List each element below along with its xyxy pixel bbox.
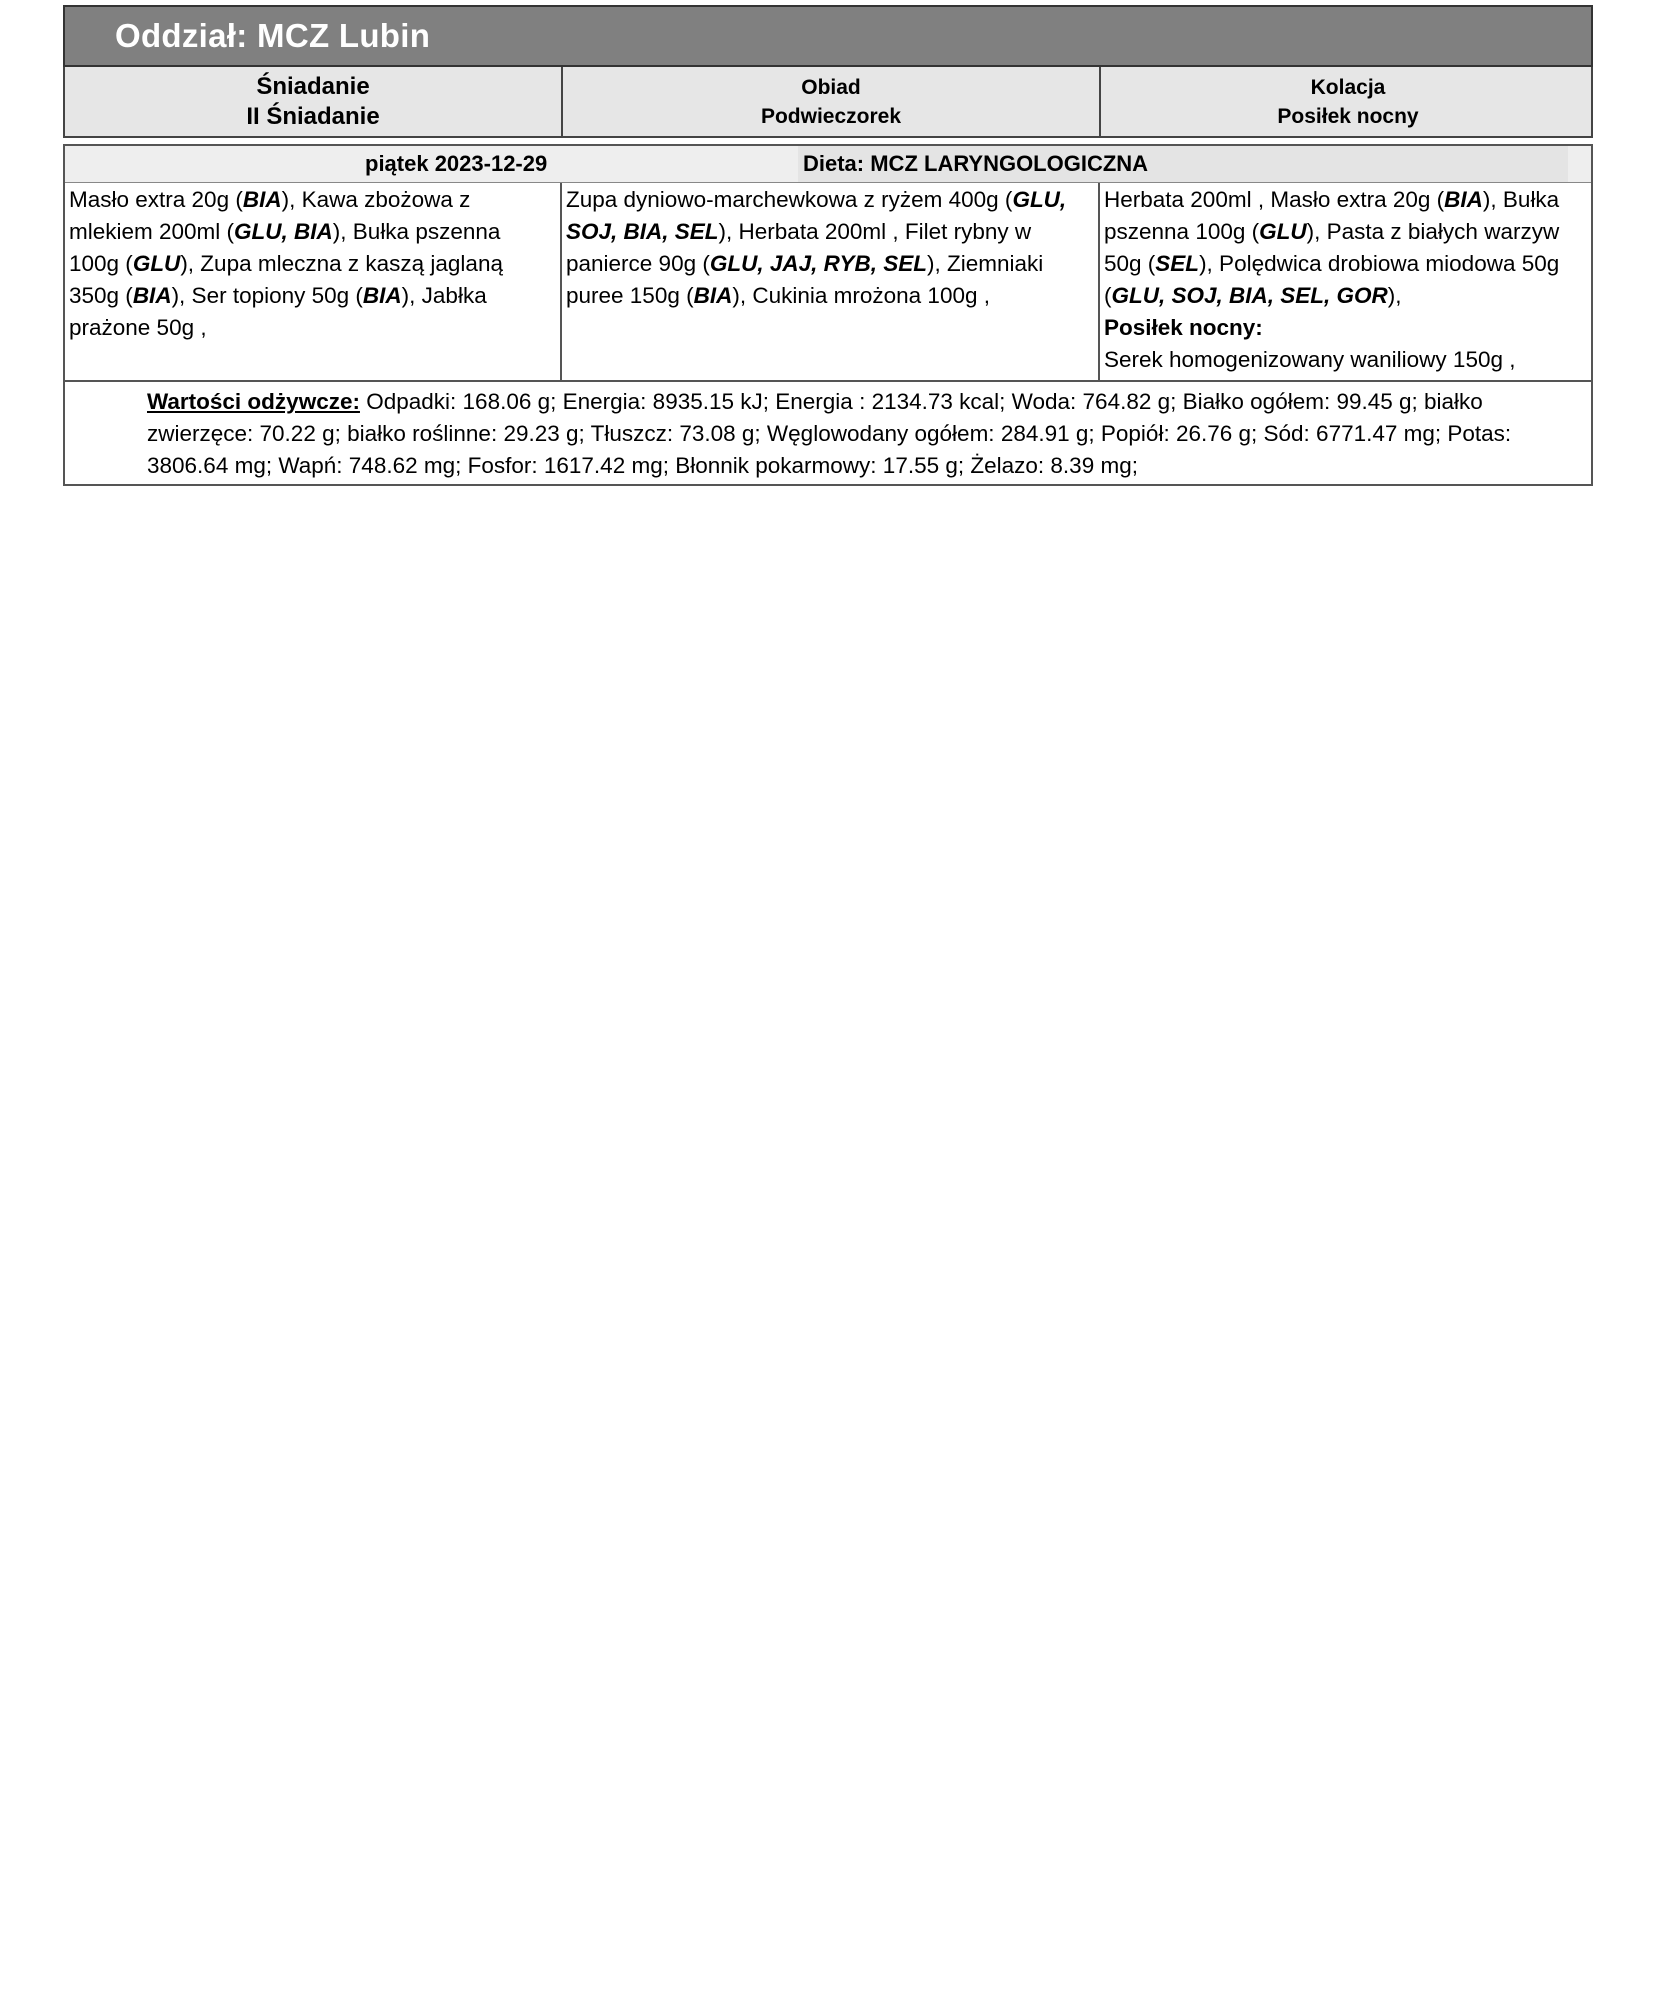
meal-column-lunch — [563, 67, 1101, 136]
allergen-codes: SEL — [1155, 251, 1200, 276]
meal-column-dinner — [1101, 67, 1595, 136]
meal-column-label: Śniadanie — [256, 72, 370, 100]
meal-column-label: Kolacja — [1310, 75, 1386, 99]
meal-column-breakfast — [65, 67, 563, 136]
lunch-cell — [562, 183, 1100, 380]
night-meal-label: Posiłek nocny: — [1104, 315, 1263, 340]
nutrition-label: Wartości odżywcze: — [147, 389, 360, 414]
nutrition-text: Odpadki: 168.06 g; Energia: 8935.15 kJ; Energia : 2134.73 kcal; Woda: 764.82 g; Białko ogółem: 99.45 g; białko zwierzęce: 70.22 g; białko roślinne: 29.23 g; Tłuszcz: 73.08 g; Węglowodany ogółem: 284.91 g; Popiół: 26.76 g; Sód: 6771.47 mg; Potas: 3806.64 mg; Wapń: 748.62 mg; Fosfor: 1617.42 mg; Błonnik pokarmowy: 17.55 g; Żelazo: 8.39 mg; — [147, 389, 1512, 478]
nutrition-values — [65, 382, 1591, 484]
allergen-codes: BIA — [1444, 187, 1483, 212]
menu-sheet — [63, 5, 1593, 486]
day-date: piątek 2023-12-29 — [365, 151, 548, 176]
diet-name: Dieta: MCZ LARYNGOLOGICZNA — [798, 146, 1568, 182]
food-text: ), Polędwica drobiowa miodowa 50g ( — [1104, 251, 1560, 308]
night-meal-item: Serek homogenizowany waniliowy 150g , — [1104, 347, 1516, 372]
food-text: ), Pasta z białych warzyw 50g ( — [1104, 219, 1560, 276]
food-text: ), Cukinia mrożona 100g , — [732, 283, 990, 308]
food-text: ), Zupa mleczna z kaszą jaglaną 350g ( — [69, 251, 503, 308]
allergen-codes: GLU, SOJ, BIA, SEL, GOR — [1111, 283, 1388, 308]
allergen-codes: BIA — [693, 283, 733, 308]
food-text: ), Jabłka prażone 50g , — [69, 283, 487, 340]
food-text: ), Ziemniaki puree 150g ( — [566, 251, 1044, 308]
food-text: ), Kawa zbożowa z mlekiem 200ml ( — [69, 187, 471, 244]
food-text: ), — [1387, 283, 1402, 308]
food-text: ), Herbata 200ml , Filet rybny w panierce 90g ( — [566, 219, 1032, 276]
food-text: ), Bułka pszenna 100g ( — [1104, 187, 1560, 244]
allergen-codes: GLU — [1259, 219, 1307, 244]
dinner-cell — [1100, 183, 1595, 380]
meal-columns-header — [63, 67, 1593, 138]
department-title: Oddział: MCZ Lubin — [115, 17, 431, 54]
allergen-codes: BIA — [132, 283, 172, 308]
allergen-codes: GLU, SOJ, BIA, SEL — [566, 187, 1067, 244]
food-text: Herbata 200ml , Masło extra 20g ( — [1104, 187, 1445, 212]
food-text: Zupa dyniowo-marchewkowa z ryżem 400g ( — [566, 187, 1013, 212]
meal-column-label: II Śniadanie — [246, 102, 380, 130]
food-text: ), Ser topiony 50g ( — [171, 283, 363, 308]
food-text: Masło extra 20g ( — [69, 187, 243, 212]
meals-row — [65, 183, 1591, 382]
allergen-codes: GLU, BIA — [234, 219, 333, 244]
breakfast-cell — [65, 183, 562, 380]
food-text: ), Bułka pszenna 100g ( — [69, 219, 501, 276]
meal-column-label: Obiad — [801, 75, 861, 99]
allergen-codes: BIA — [362, 283, 402, 308]
day-menu-table — [63, 144, 1593, 486]
allergen-codes: BIA — [242, 187, 282, 212]
meal-column-label: Podwieczorek — [760, 104, 902, 128]
department-header — [63, 5, 1593, 67]
meal-column-label: Posiłek nocny — [1277, 104, 1419, 128]
allergen-codes: GLU — [132, 251, 181, 276]
day-header-row — [65, 146, 1591, 183]
allergen-codes: GLU, JAJ, RYB, SEL — [709, 251, 927, 276]
